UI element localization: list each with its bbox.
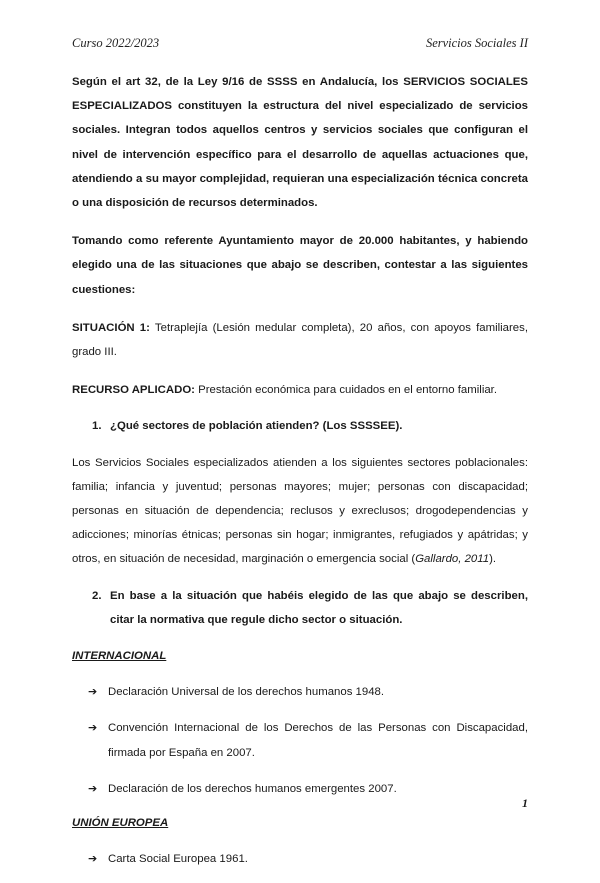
- resource-paragraph: [72, 378, 528, 402]
- arrow-right-icon: ➔: [88, 721, 98, 735]
- arrow-right-icon: ➔: [88, 685, 98, 699]
- resource-label: RECURSO APLICADO:: [72, 384, 195, 397]
- question-2-number: 2.: [92, 589, 102, 602]
- situation-text: Tetraplejía (Lesión medular completa), 20 años, con apoyos familiares, grado III.: [72, 321, 528, 359]
- list-item-text: Convención Internacional de los Derechos de las Personas con Discapacidad, firmada por España en 2007.: [108, 722, 528, 759]
- instructions-paragraph: Tomando como referente Ayuntamiento mayor de 20.000 habitantes, y habiendo elegido una de las situaciones que abajo se describen, contestar a las siguientes cuestiones:: [72, 235, 528, 296]
- question-2-text: En base a la situación que habéis elegido de las que abajo se describen, citar la normativa que regule dicho sector o situación.: [110, 589, 528, 626]
- answer-1-end: ).: [489, 553, 497, 566]
- section-title-internacional: INTERNACIONAL: [72, 650, 167, 663]
- header-subject: Servicios Sociales II: [425, 36, 528, 50]
- answer-1-paragraph: [72, 451, 528, 572]
- answer-1-citation: Gallardo, 2011: [415, 553, 490, 566]
- answer-1-text: Los Servicios Sociales especializados atienden a los siguientes sectores poblacionales: familia; infancia y juventud; personas mayores; mujer; personas con discapacidad; personas en situación de dependencia; reclusos y exreclusos; drogodependencias y adicciones; minorías étnicas; personas sin hogar; inmigrantes, refugiados y apátridas; y otros, en situación de necesidad, marginación o emergencia social (: [72, 456, 528, 566]
- question-1: [72, 414, 528, 438]
- arrow-right-icon: ➔: [88, 852, 98, 866]
- list-item-text: Declaración de los derechos humanos emergentes 2007.: [108, 782, 397, 795]
- list-item: [72, 847, 528, 871]
- question-2: [72, 584, 528, 632]
- section-title-union-europea: UNIÓN EUROPEA: [72, 817, 169, 830]
- arrow-right-icon: ➔: [88, 781, 98, 795]
- header-course: Curso 2022/2023: [72, 36, 160, 50]
- list-item: [72, 680, 528, 704]
- list-item: [72, 777, 528, 801]
- situation-paragraph: [72, 316, 528, 364]
- document-body: [72, 70, 528, 883]
- intro-paragraph: Según el art 32, de la Ley 9/16 de SSSS en Andalucía, los SERVICIOS SOCIALES ESPECIALIZADOS constituyen la estructura del nivel especializado de servicios sociales. Integran todos aquellos centros y servicios sociales que configuran el nivel de intervención específico para el desarrollo de aquellas actuaciones que, atendiendo a su mayor complejidad, requieran una especialización técnica concreta o una disposición de recursos determinados.: [72, 76, 528, 210]
- list-item: [72, 716, 528, 764]
- resource-text: Prestación económica para cuidados en el entorno familiar.: [194, 384, 498, 397]
- page-number: 1: [522, 796, 528, 810]
- list-item-text: Declaración Universal de los derechos humanos 1948.: [108, 686, 385, 699]
- question-1-number: 1.: [92, 420, 102, 433]
- list-item-text: Carta Social Europea 1961.: [108, 853, 248, 866]
- situation-label: SITUACIÓN 1:: [72, 321, 150, 334]
- question-1-text: ¿Qué sectores de población atienden? (Los SSSSEE).: [110, 420, 403, 433]
